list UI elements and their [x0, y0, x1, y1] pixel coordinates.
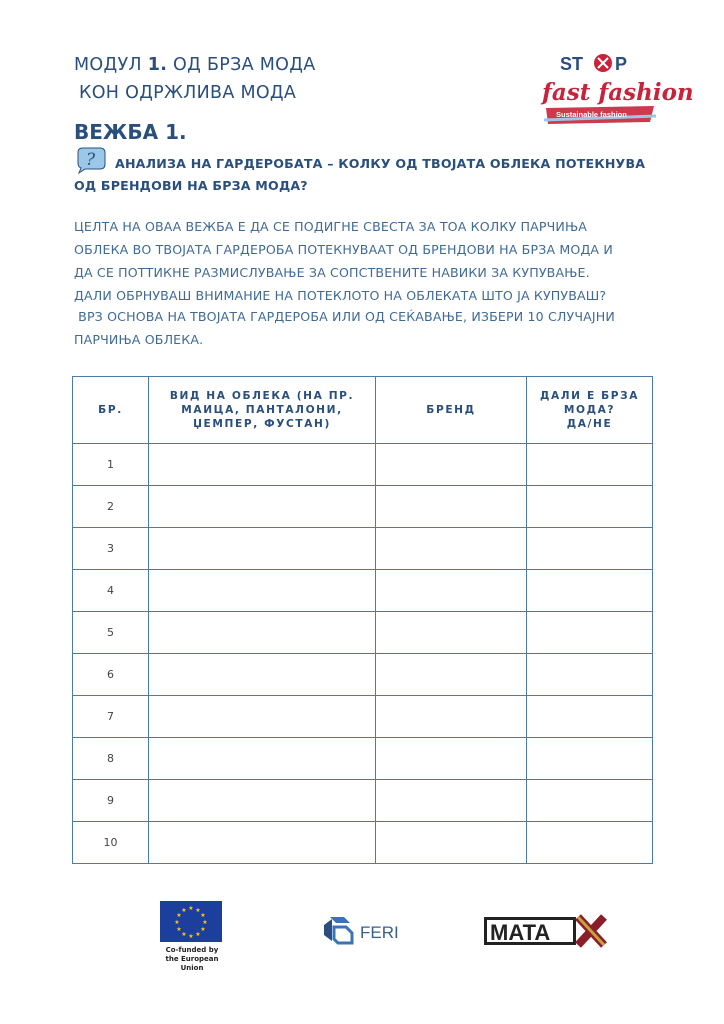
- header-fast-line3: ДА/НЕ: [566, 418, 613, 430]
- row-number: 3: [73, 528, 149, 570]
- fast-fashion-cell[interactable]: [527, 822, 653, 864]
- table-row: [73, 486, 653, 528]
- row-number: 5: [73, 612, 149, 654]
- header-type-line2: МАИЦА, ПАНТАЛОНИ,: [181, 404, 343, 416]
- header-number: БР.: [73, 377, 149, 444]
- fast-fashion-cell[interactable]: [527, 612, 653, 654]
- clothing-type-cell[interactable]: [149, 654, 376, 696]
- module-title-line2: КОН ОДРЖЛИВА МОДА: [79, 83, 297, 103]
- svg-text:★: ★: [188, 905, 194, 912]
- svg-text:★: ★: [200, 926, 206, 933]
- fast-fashion-cell[interactable]: [527, 738, 653, 780]
- clothing-type-cell[interactable]: [149, 822, 376, 864]
- svg-text:★: ★: [195, 931, 201, 938]
- table-header-row: [73, 377, 653, 444]
- fast-fashion-cell[interactable]: [527, 570, 653, 612]
- header-fast-line1: ДАЛИ Е БРЗА: [539, 390, 640, 402]
- brand-cell[interactable]: [376, 654, 527, 696]
- table-row: [73, 444, 653, 486]
- row-number: 10: [73, 822, 149, 864]
- intro-line-1: ЦЕЛТА НА ОВАА ВЕЖБА Е ДА СЕ ПОДИГНЕ СВЕСТА ЗА ТОА КОЛКУ ПАРЧИЊА: [74, 219, 588, 234]
- table-row: [73, 738, 653, 780]
- clothing-type-cell[interactable]: [149, 738, 376, 780]
- clothing-type-cell[interactable]: [149, 444, 376, 486]
- row-number: 1: [73, 444, 149, 486]
- clothing-type-cell[interactable]: [149, 528, 376, 570]
- header-brand: БРЕНД: [376, 377, 527, 444]
- clothing-type-cell[interactable]: [149, 486, 376, 528]
- svg-text:★: ★: [188, 933, 194, 940]
- brand-cell[interactable]: [376, 696, 527, 738]
- row-number: 9: [73, 780, 149, 822]
- question-line1: АНАЛИЗА НА ГАРДЕРОБАТА – КОЛКУ ОД ТВОЈАТА ОБЛЕКА ПОТЕКНУВА: [115, 156, 646, 171]
- row-number: 7: [73, 696, 149, 738]
- table-row: [73, 696, 653, 738]
- header-fast-line2: МОДА?: [563, 404, 616, 416]
- table-row: [73, 570, 653, 612]
- fast-fashion-cell[interactable]: [527, 654, 653, 696]
- eu-flag-icon: [160, 901, 222, 942]
- brand-cell[interactable]: [376, 528, 527, 570]
- svg-text:★: ★: [200, 912, 206, 919]
- header-type-line1: ВИД НА ОБЛЕКА (НА ПР.: [169, 390, 355, 402]
- header-clothing-type: [149, 377, 376, 444]
- row-number: 2: [73, 486, 149, 528]
- fast-fashion-cell[interactable]: [527, 444, 653, 486]
- feri-text: FERI: [360, 923, 399, 942]
- mata-logo: [484, 915, 606, 947]
- question-line2: ОД БРЕНДОВИ НА БРЗА МОДА?: [74, 178, 308, 193]
- brand-cell[interactable]: [376, 444, 527, 486]
- logo-ribbon-text: Sustainable fashion: [556, 110, 627, 119]
- row-number: 4: [73, 570, 149, 612]
- clothing-type-cell[interactable]: [149, 570, 376, 612]
- brand-cell[interactable]: [376, 822, 527, 864]
- module-rest: ОД БРЗА МОДА: [167, 55, 316, 75]
- fast-fashion-cell[interactable]: [527, 780, 653, 822]
- eu-text-line2: the European Union: [165, 955, 219, 972]
- header-fast-fashion: [527, 377, 653, 444]
- row-number: 8: [73, 738, 149, 780]
- module-number: 1.: [147, 55, 168, 75]
- row-number: 6: [73, 654, 149, 696]
- mata-text: MATA: [490, 920, 551, 945]
- logo-script: fast fashion: [542, 79, 694, 106]
- svg-text:★: ★: [176, 912, 182, 919]
- brand-cell[interactable]: [376, 738, 527, 780]
- intro-line-5: ВРЗ ОСНОВА НА ТВОЈАТА ГАРДЕРОБА ИЛИ ОД СЕЌАВАЊЕ, ИЗБЕРИ 10 СЛУЧАЈНИ: [74, 309, 615, 324]
- brand-cell[interactable]: [376, 780, 527, 822]
- exercise-title: ВЕЖБА 1.: [74, 120, 187, 144]
- intro-line-6: ПАРЧИЊА ОБЛЕКА.: [74, 332, 204, 347]
- module-prefix: МОДУЛ: [74, 55, 148, 75]
- table-row: [73, 822, 653, 864]
- intro-line-2: ОБЛЕКА ВО ТВОЈАТА ГАРДЕРОБА ПОТЕКНУВААТ ОД БРЕНДОВИ НА БРЗА МОДА И: [74, 242, 613, 257]
- intro-line-3: ДА СЕ ПОТТИКНЕ РАЗМИСЛУВАЊЕ ЗА СОПСТВЕНИТЕ НАВИКИ ЗА КУПУВАЊЕ.: [74, 265, 590, 280]
- table-row: [73, 612, 653, 654]
- question-icon: [75, 146, 107, 174]
- brand-cell[interactable]: [376, 570, 527, 612]
- fast-fashion-cell[interactable]: [527, 528, 653, 570]
- logo-stop-right: P: [615, 54, 628, 74]
- fast-fashion-cell[interactable]: [527, 696, 653, 738]
- svg-text:★: ★: [174, 919, 180, 926]
- eu-cofunded-text: [156, 946, 228, 973]
- fast-fashion-cell[interactable]: [527, 486, 653, 528]
- svg-text:★: ★: [181, 931, 187, 938]
- svg-text:★: ★: [195, 907, 201, 914]
- svg-text:★: ★: [202, 919, 208, 926]
- clothing-type-cell[interactable]: [149, 780, 376, 822]
- clothing-type-cell[interactable]: [149, 696, 376, 738]
- brand-cell[interactable]: [376, 486, 527, 528]
- table-row: [73, 654, 653, 696]
- wardrobe-table: [72, 376, 653, 864]
- logo-stop-left: ST: [560, 54, 584, 74]
- feri-logo: [320, 913, 402, 947]
- svg-text:?: ?: [86, 150, 96, 170]
- svg-text:★: ★: [181, 907, 187, 914]
- stop-fast-fashion-logo: [536, 50, 694, 134]
- module-title-line1: [74, 55, 315, 75]
- table-row: [73, 780, 653, 822]
- brand-cell[interactable]: [376, 612, 527, 654]
- intro-line-4: ДАЛИ ОБРНУВАШ ВНИМАНИЕ НА ПОТЕКЛОТО НА ОБЛЕКАТА ШТО ЈА КУПУВАШ?: [74, 288, 607, 303]
- header-type-line3: ЏЕМПЕР, ФУСТАН): [193, 418, 331, 430]
- clothing-type-cell[interactable]: [149, 612, 376, 654]
- table-row: [73, 528, 653, 570]
- svg-text:★: ★: [176, 926, 182, 933]
- eu-text-line1: Co-funded by: [165, 946, 219, 954]
